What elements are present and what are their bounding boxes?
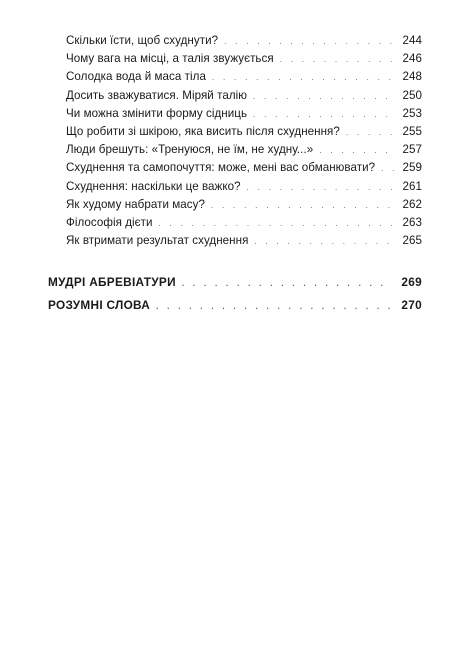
toc-entry-page: 255 bbox=[402, 124, 422, 138]
toc-leader-dots bbox=[346, 128, 394, 137]
toc-entry[interactable] bbox=[66, 107, 422, 125]
toc-entry-page: 246 bbox=[402, 52, 422, 66]
toc-section-page: 270 bbox=[401, 298, 422, 312]
toc-section-entry[interactable] bbox=[48, 275, 422, 298]
toc-entry[interactable] bbox=[66, 198, 422, 216]
toc-entry-title: Чи можна змінити форму сідниць bbox=[66, 106, 248, 120]
toc-entry[interactable] bbox=[66, 234, 422, 252]
toc-section-entry[interactable] bbox=[48, 298, 422, 321]
toc-entry-title: Що робити зі шкірою, яка висить після схуднення? bbox=[66, 124, 340, 138]
toc-entry-title: Як худому набрати масу? bbox=[66, 197, 205, 211]
toc-subentries bbox=[66, 34, 422, 252]
toc-leader-dots bbox=[159, 219, 394, 228]
toc-entry[interactable] bbox=[66, 143, 422, 161]
toc-leader-dots bbox=[254, 237, 394, 246]
toc-leader-dots bbox=[182, 279, 392, 288]
toc-entry-page: 244 bbox=[402, 34, 422, 47]
toc-entry[interactable] bbox=[66, 70, 422, 88]
toc-entry-title: Чому вага на місці, а талія звужується bbox=[66, 52, 274, 66]
toc-entry[interactable] bbox=[66, 180, 422, 198]
toc-entry-title: Як втримати результат схуднення bbox=[66, 234, 249, 248]
toc-entry-page: 265 bbox=[402, 234, 422, 248]
toc-entry-title: Скільки їсти, щоб схуднути? bbox=[66, 34, 219, 47]
toc-entry-page: 248 bbox=[402, 70, 422, 84]
toc-leader-dots bbox=[381, 164, 394, 173]
toc-leader-dots bbox=[247, 183, 394, 192]
toc-entry-page: 262 bbox=[402, 197, 422, 211]
toc-entry-title: Досить зважуватися. Міряй талію bbox=[66, 88, 248, 102]
toc-leader-dots bbox=[253, 92, 394, 101]
toc-entry-title: Люди брешуть: «Тренуюся, не їм, не худну...» bbox=[66, 143, 314, 157]
toc-leader-dots bbox=[224, 37, 394, 46]
toc-entry-title: Схуднення: наскільки це важко? bbox=[66, 179, 241, 193]
toc-entry-page: 263 bbox=[402, 215, 422, 229]
toc-entry[interactable] bbox=[66, 89, 422, 107]
toc-section-page: 269 bbox=[401, 275, 422, 289]
toc-entry-title: Солодка вода й маса тіла bbox=[66, 70, 206, 84]
toc-sections bbox=[48, 275, 422, 321]
toc-leader-dots bbox=[212, 73, 394, 82]
toc-entry-title: Філософія дієти bbox=[66, 215, 153, 229]
toc-leader-dots bbox=[211, 201, 394, 210]
toc-entry[interactable] bbox=[66, 216, 422, 234]
toc-entry-page: 250 bbox=[402, 88, 422, 102]
toc-leader-dots bbox=[280, 55, 394, 64]
toc-entry-title: Схуднення та самопочуття: може, мені вас обманювати? bbox=[66, 161, 376, 175]
toc-entry[interactable] bbox=[66, 161, 422, 179]
toc-section-title: РОЗУМНІ СЛОВА bbox=[48, 298, 151, 312]
toc-leader-dots bbox=[319, 146, 394, 155]
toc-entry-page: 261 bbox=[402, 179, 422, 193]
toc-entry-page: 253 bbox=[402, 106, 422, 120]
toc-entry-page: 259 bbox=[402, 161, 422, 175]
toc-entry[interactable] bbox=[66, 125, 422, 143]
toc-entry[interactable] bbox=[66, 34, 422, 52]
toc-entry[interactable] bbox=[66, 52, 422, 70]
toc-leader-dots bbox=[156, 302, 392, 311]
toc-leader-dots bbox=[253, 110, 394, 119]
toc-section-title: МУДРІ АБРЕВІАТУРИ bbox=[48, 275, 176, 289]
toc-entry-page: 257 bbox=[402, 143, 422, 157]
